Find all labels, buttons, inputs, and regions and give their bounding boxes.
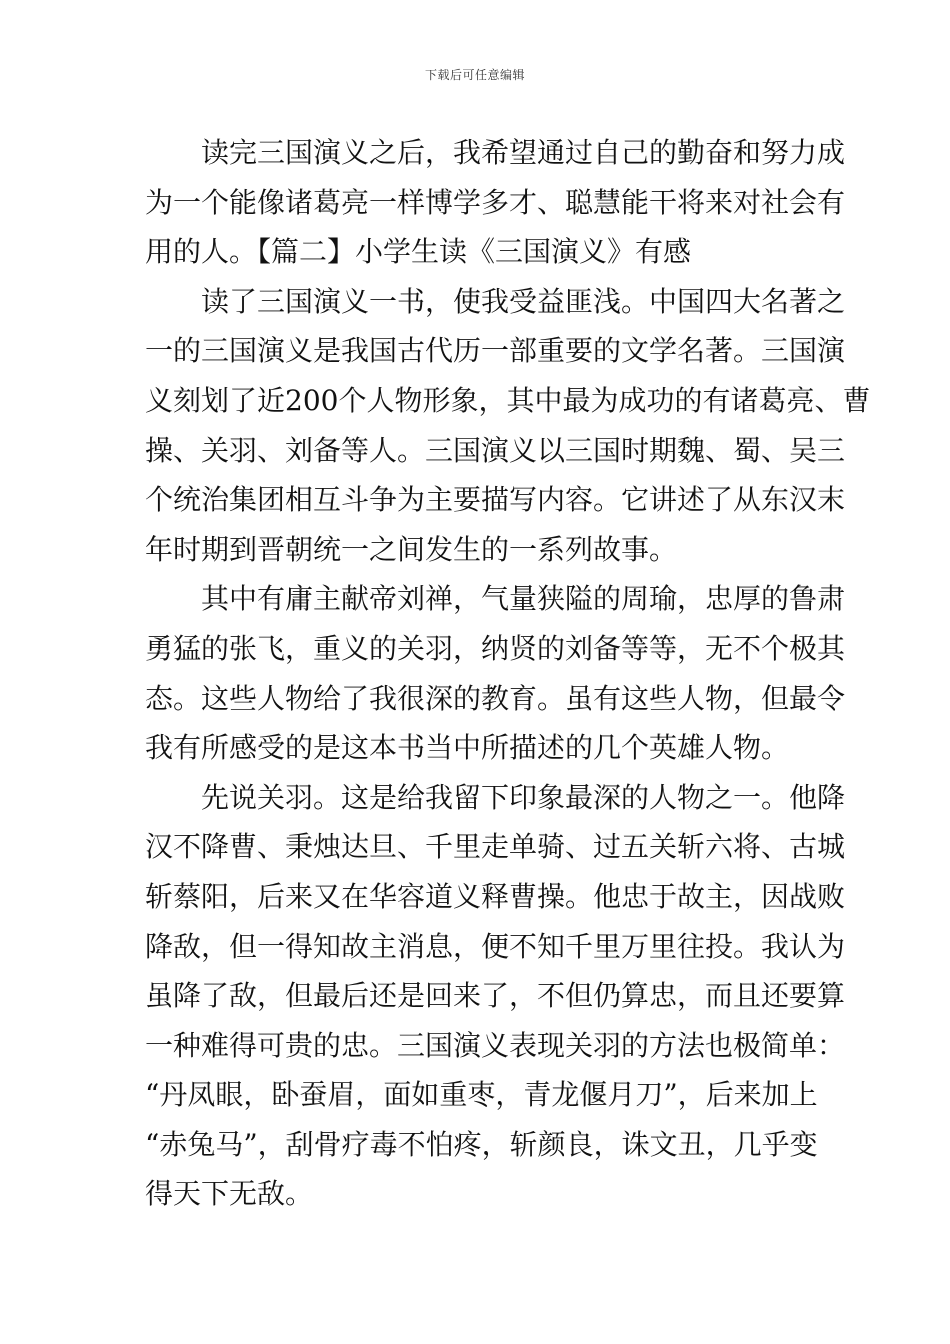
text-line: 一的三国演义是我国古代历一部重要的文学名著。三国演 [145,334,846,368]
text-line: 操、关羽、刘备等人。三国演义以三国时期魏、蜀、吴三 [145,433,846,467]
article-body [145,128,871,1219]
text-line: 我有所感受的是这本书当中所描述的几个英雄人物。 [145,731,790,765]
text-line: 斩蔡阳，后来又在华容道义释曹操。他忠于故主，因战败 [145,879,846,913]
text-line: 降敌，但一得知故主消息，便不知千里万里往投。我认为 [145,929,846,963]
paragraph [145,128,846,277]
text-line: 态。这些人物给了我很深的教育。虽有这些人物，但最令 [145,681,846,715]
text-line: 一种难得可贵的忠。三国演义表现关羽的方法也极简单： [145,1028,846,1062]
text-line: 用的人。【篇二】小学生读《三国演义》有感 [145,235,692,269]
paragraph [145,773,846,1219]
text-line: 得天下无敌。 [145,1177,314,1211]
text-line: 其中有庸主献帝刘禅，气量狭隘的周瑜，忠厚的鲁肃 [201,582,846,616]
page-header: 下载后可任意编辑 [424,68,525,82]
text-line: “丹凤眼，卧蚕眉，面如重枣，青龙偃月刀”，后来加上 [145,1078,818,1112]
paragraph [145,277,871,575]
text-line: “赤兔马”，刮骨疗毒不怕疼，斩颜良，诛文丑，几乎变 [145,1127,818,1161]
text-line: 汉不降曹、秉烛达旦、千里走单骑、过五关斩六将、古城 [145,830,846,864]
text-line: 虽降了敌，但最后还是回来了，不但仍算忠，而且还要算 [145,979,846,1013]
paragraph [145,574,846,772]
text-line: 个统治集团相互斗争为主要描写内容。它讲述了从东汉末 [145,483,846,517]
text-line: 读了三国演义一书，使我受益匪浅。中国四大名著之 [201,284,846,318]
text-line: 义刻划了近200个人物形象，其中最为成功的有诸葛亮、曹 [145,383,871,417]
text-line: 先说关羽。这是给我留下印象最深的人物之一。他降 [201,780,846,814]
text-line: 读完三国演义之后，我希望通过自己的勤奋和努力成 [201,136,846,169]
text-line: 年时期到晋朝统一之间发生的一系列故事。 [145,532,678,566]
text-line: 为一个能像诸葛亮一样博学多才、聪慧能干将来对社会有 [145,185,846,219]
text-line: 勇猛的张飞，重义的关羽，纳贤的刘备等等，无不个极其 [145,631,846,665]
